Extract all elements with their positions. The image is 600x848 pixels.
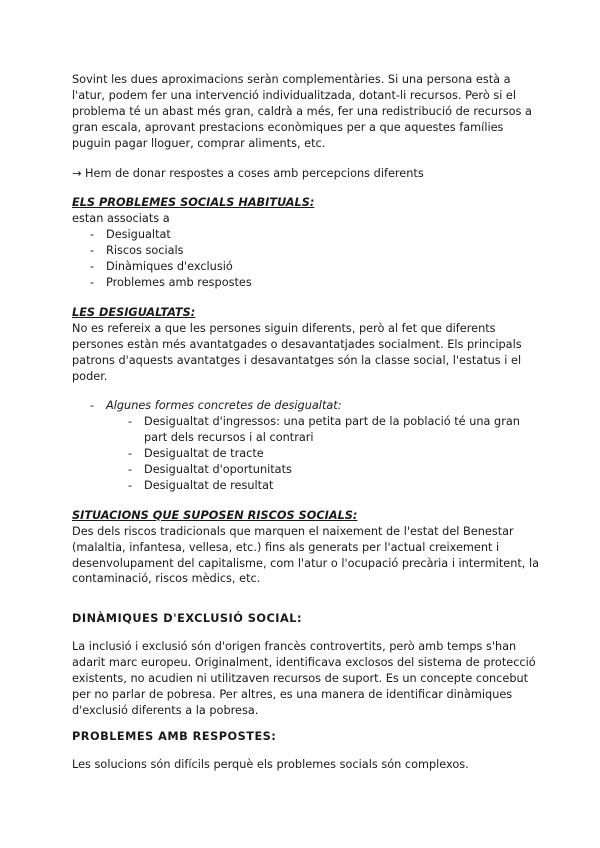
exclusio-heading: DINÀMIQUES D'EXCLUSIÓ SOCIAL: [72, 612, 302, 626]
problemes-lead: estan associats a [72, 212, 170, 226]
list-item: - Algunes formes concretes de desigualtat: [90, 399, 342, 413]
desigualtats-formes-list [72, 398, 542, 414]
list-item: - Problemes amb respostes [90, 275, 252, 289]
desigualtats-sublist [72, 414, 542, 494]
desigualtats-paragraph: No es refereix a que les persones siguin diferents, però al fet que diferents persones estàn més avantatgades o desavantatjades socialment. Els principals patrons d'aquests avantatges i desavantatges són la classe social, l'estatus i el poder. [72, 321, 522, 383]
intro-paragraph: Sovint les dues aproximacions seràn complementàries. Si una persona està a l'atur, podem fer una intervenció individualitzada, dotant-li recursos. Però si el problema té un abast més gran, caldrà a més, fer una redistribució de recursos a gran escala, aprovant prestacions econòmiques per a que aquestes famílies puguin pagar lloguer, comprar aliments, etc. [72, 73, 532, 150]
problemes-heading: ELS PROBLEMES SOCIALS HABITUALS: [72, 196, 315, 210]
list-item: - Desigualtat [90, 228, 171, 242]
desigualtats-heading: LES DESIGUALTATS: [72, 305, 196, 319]
exclusio-paragraph: La inclusió i exclusió són d'origen francès controvertits, però amb temps s'han adarit marc europeu. Originalment, identificava exclosos del sistema de protecció existents, no acudien ni utilitzaven recursos de suport. Es un concepte concebut per no parlar de pobresa. Per altres, es una manera de identificar dinàmiques d'exclusió diferents a la pobresa. [72, 640, 536, 717]
list-item: - Desigualtat de resultat [128, 478, 274, 492]
list-item: - Riscos socials [90, 244, 184, 258]
riscos-paragraph: Des dels riscos tradicionals que marquen el naixement de l'estat del Benestar (malaltia, infantesa, vellesa, etc.) fins als generats per l'actual creixement i desenvolupament del capitalisme, com l'atur o l'ocupació precària i intermitent, la contaminació, riscos mèdics, etc. [72, 524, 540, 586]
riscos-heading: SITUACIONS QUE SUPOSEN RISCOS SOCIALS: [72, 508, 358, 522]
list-item: - Desigualtat d'ingressos: una petita part de la població té una gran part dels recursos i al contrari [128, 415, 520, 445]
list-item: - Desigualtat de tracte [128, 447, 264, 461]
list-item: - Dinàmiques d'exclusió [90, 260, 233, 274]
list-item: - Desigualtat d'oportunitats [128, 463, 292, 477]
document-page [72, 72, 542, 773]
arrow-line: → Hem de donar respostes a coses amb percepcions diferents [72, 166, 424, 180]
respostes-heading: PROBLEMES AMB RESPOSTES: [72, 729, 277, 743]
problemes-list [72, 227, 542, 291]
respostes-paragraph: Les solucions són difícils perquè els problemes socials són complexos. [72, 757, 469, 771]
